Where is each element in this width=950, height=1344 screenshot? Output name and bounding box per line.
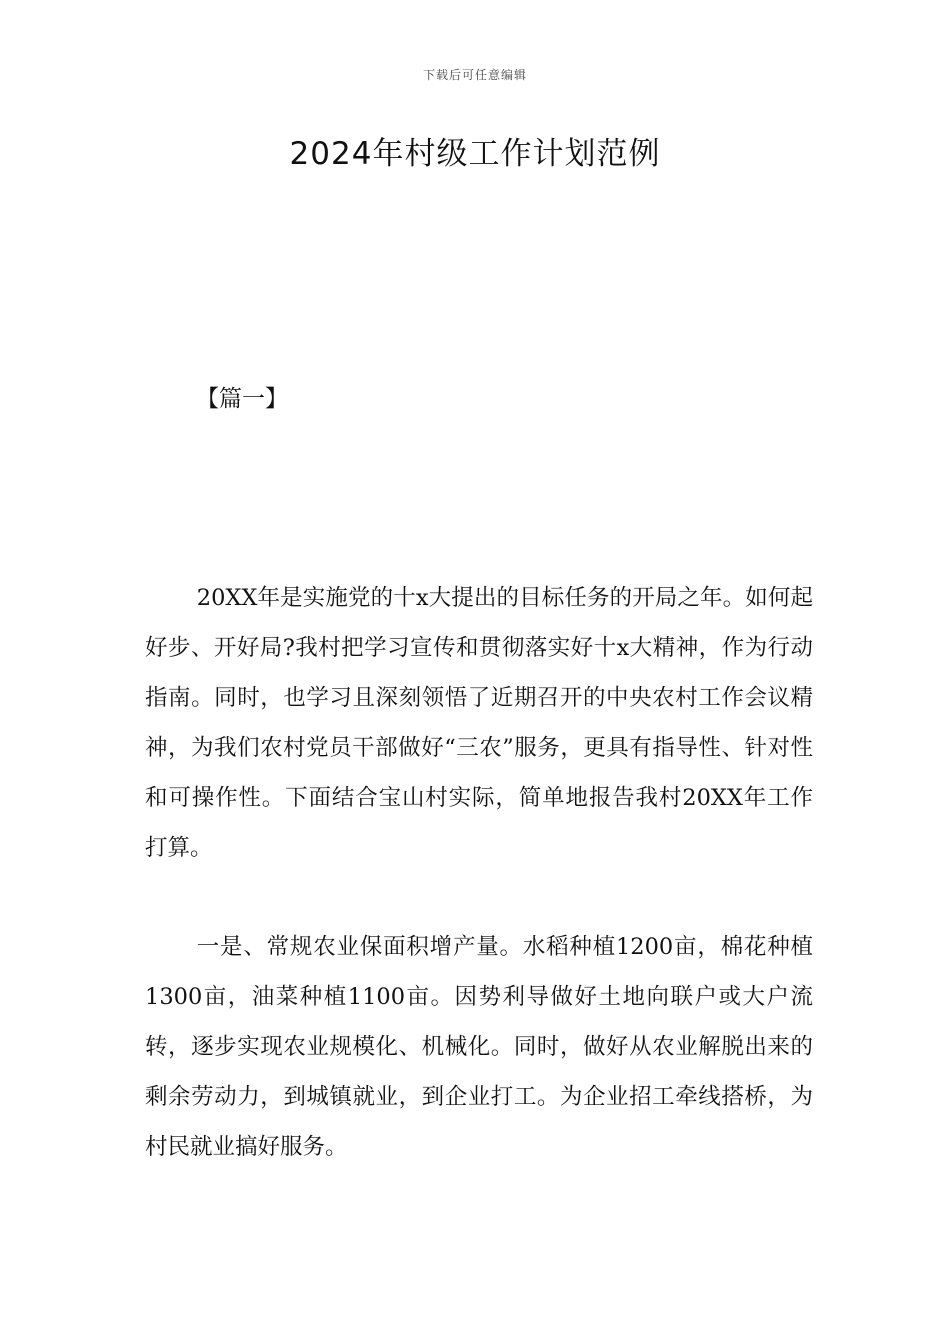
paragraph-1: 20XX年是实施党的十x大提出的目标任务的开局之年。如何起好步、开好局?我村把学习宣传和贯彻落实好十x大精神，作为行动指南。同时，也学习且深刻领悟了近期召开的中央农村工作会议精神，为我们农村党员干部做好“三农”服务，更具有指导性、针对性和可操作性。下面结合宝山村实际，简单地报告我村20XX年工作打算。 [145,585,813,861]
header-note: 下载后可任意编辑 [422,68,527,82]
document-title: 2024年村级工作计划范例 [289,136,661,172]
paragraph-2: 一是、常规农业保面积增产量。水稻种植1200亩，棉花种植1300亩，油菜种植1100亩。因势利导做好土地向联户或大户流转，逐步实现农业规模化、机械化。同时，做好从农业解脱出来的剩余劳动力，到城镇就业，到企业打工。为企业招工牵线搭桥，为村民就业搞好服务。 [145,934,813,1160]
section-label: 【篇一】 [196,386,288,412]
